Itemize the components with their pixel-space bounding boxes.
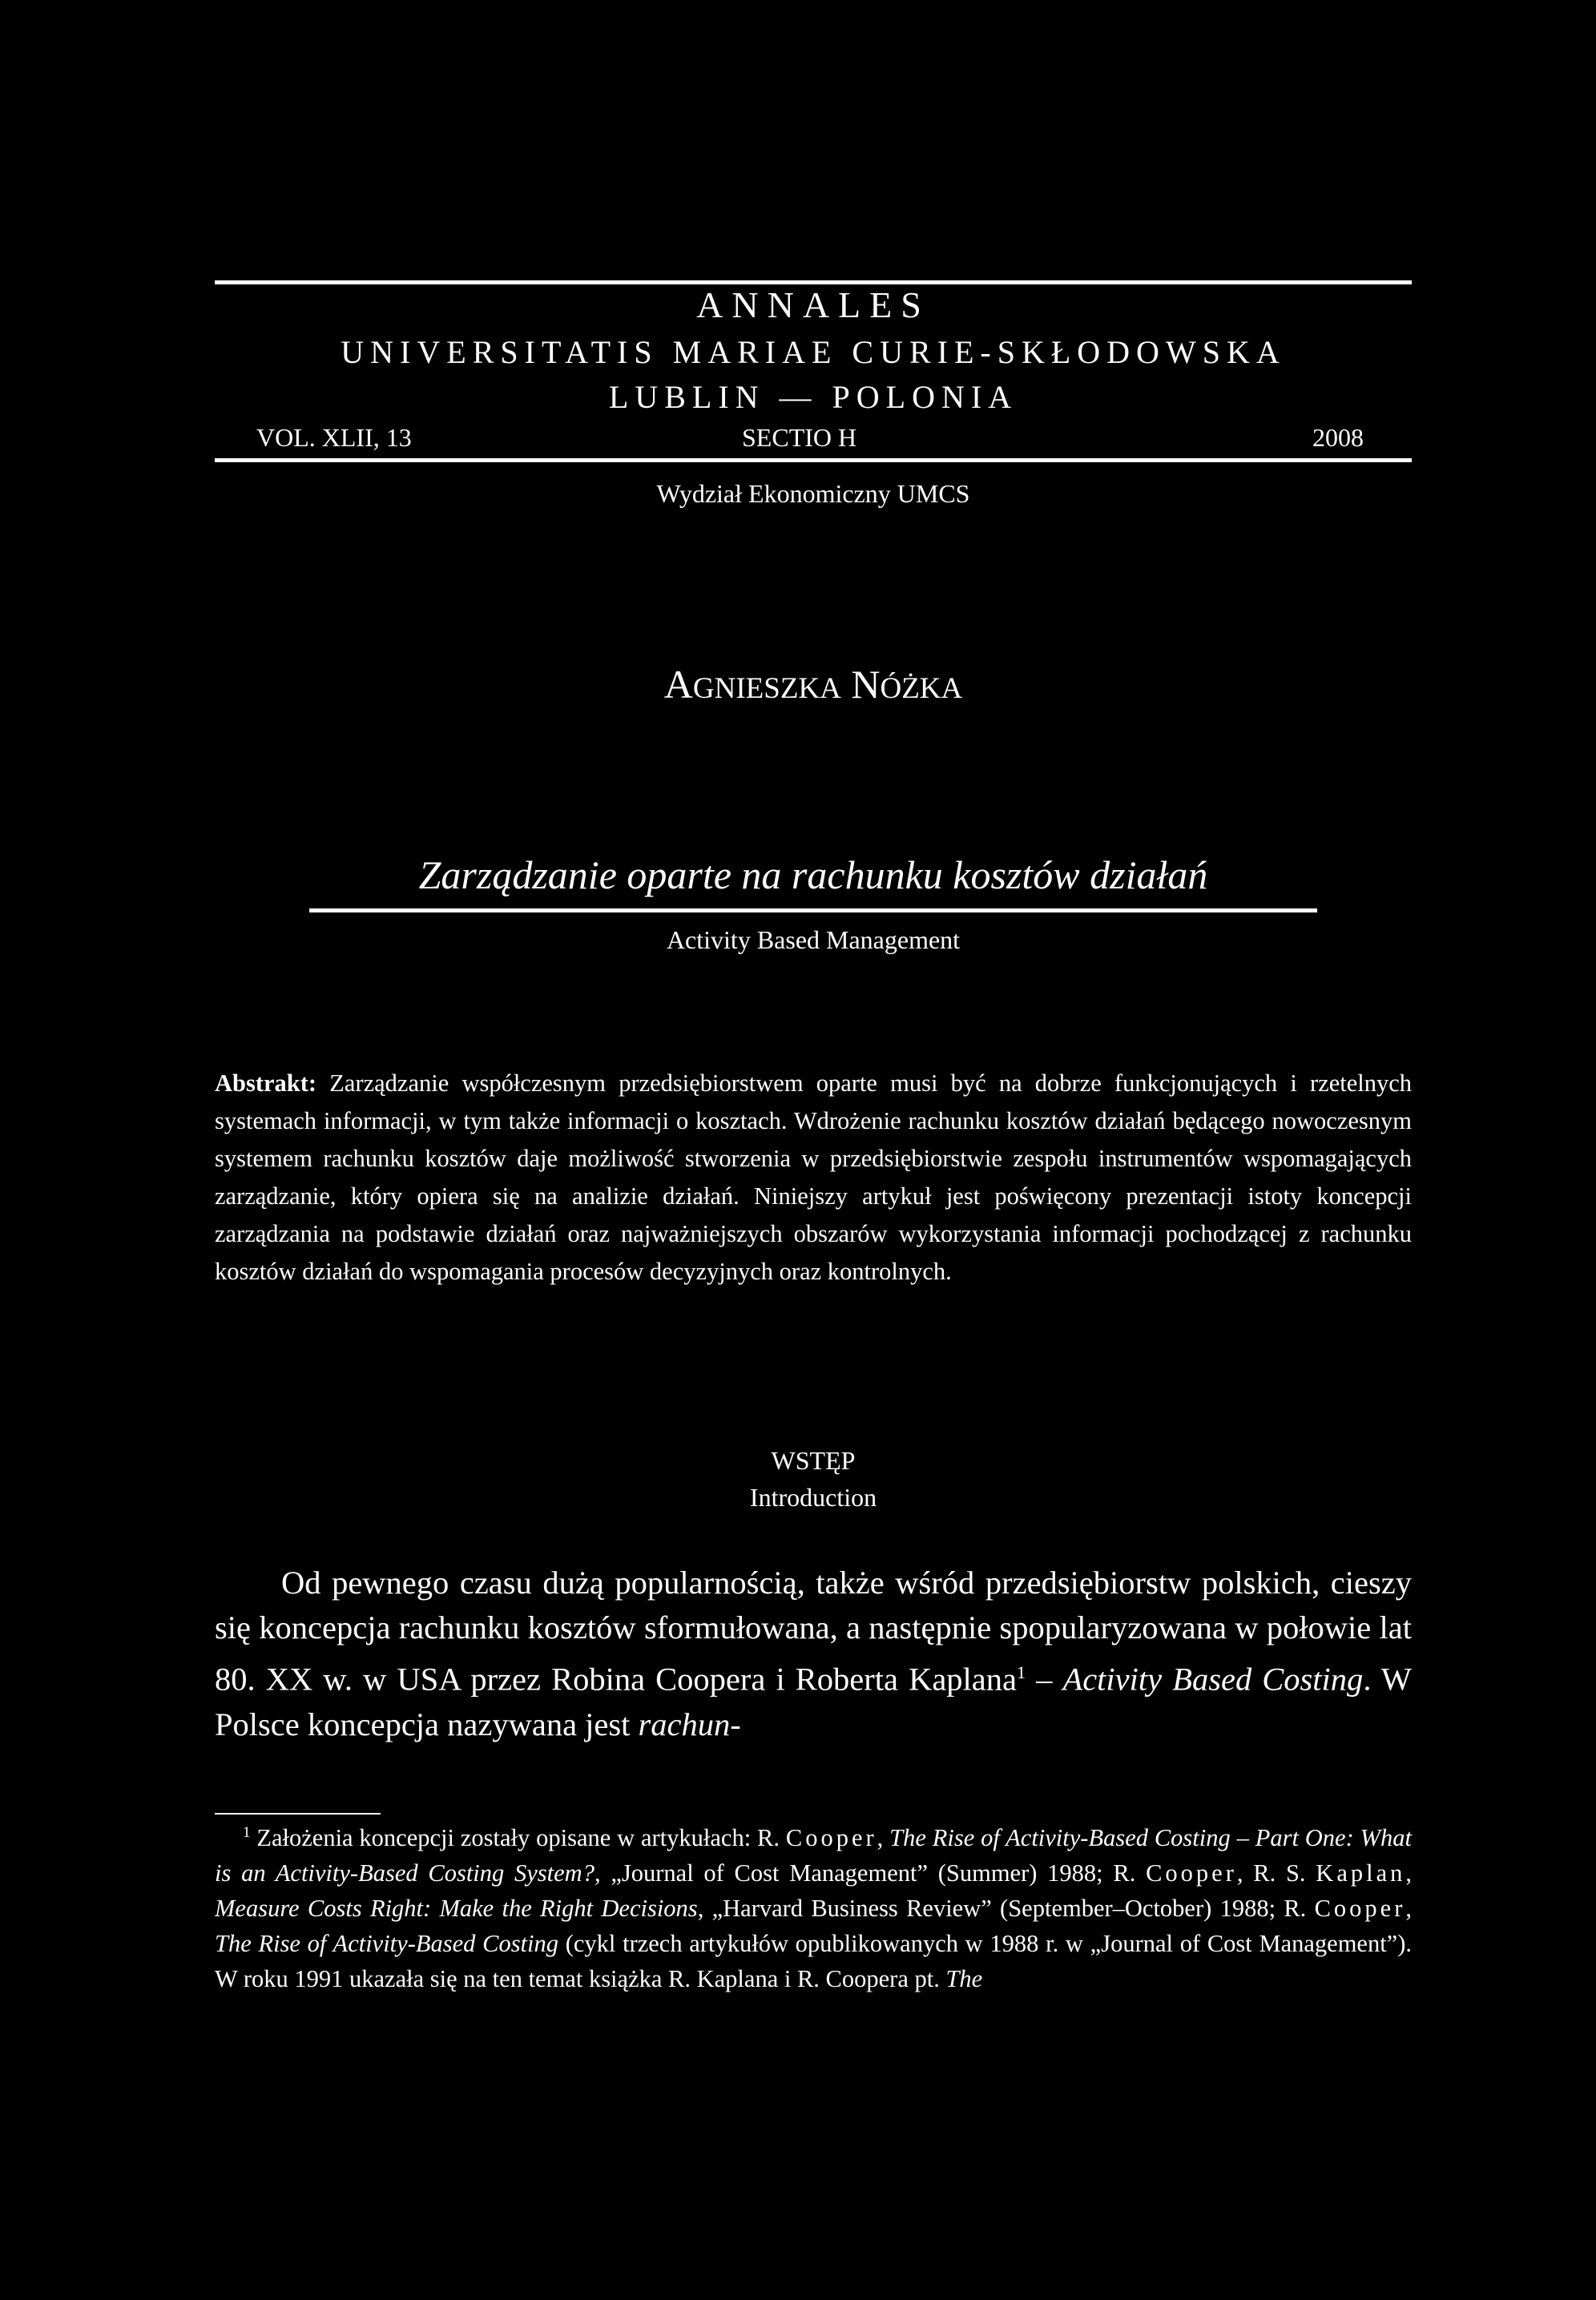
section-heading: WSTĘP (771, 1446, 856, 1475)
body-paragraph: Od pewnego czasu dużą popularnością, także wśród przedsiębiorstw polskich, cieszy się koncepcja rachunku kosztów sformułowana, a następnie spopularyzowana w połowie lat 80. XX w. w USA przez Robina Coopera i Roberta Kaplana$^1$ – Activity Based Costing. W Polsce koncepcja nazywana jest rachun- (215, 1565, 1413, 1742)
volume-label: VOL. XLII, 13 (256, 423, 412, 452)
section-label: SECTIO H (742, 423, 857, 452)
journal-name: ANNALES (696, 284, 930, 325)
faculty-name: Wydział Ekonomiczny UMCS (656, 479, 970, 508)
section-subheading: Introduction (749, 1483, 877, 1512)
abstract-text: Zarządzanie współczesnym przedsiębiorstwem oparte musi być na dobrze funkcjonujących i rzetelnych systemach informacji, w tym także informacji o kosztach. Wdrożenie rachunku kosztów działań będącego nowoczesnym systemem rachunku kosztów daje możliwość stworzenia w przedsiębiorstwie zespołu instrumentów wspomagających zarządzanie, który opiera się na analizie działań. Niniejszy artykuł jest poświęcony prezentacji istoty koncepcji zarządzania na podstawie działań oraz najważniejszych obszarów wykorzystania informacji pochodzącej z rachunku kosztów działań do wspomagania procesów decyzyjnych oraz kontrolnych. (215, 1069, 1413, 1285)
footnote-ref: 1 (1017, 1662, 1026, 1682)
article-subtitle: Activity Based Management (666, 925, 961, 954)
footnote: $^1$ Założenia koncepcji zostały opisane w artykułach: R. Cooper, The Rise of Activity-Based Costing – Part One: What is an Activity-Based Costing System?, „Journal of Cost Management” (Summer) 1988; R. Cooper, R. S. Kaplan, Measure Costs Right: Make the Right Decisions, „Harvard Business Review” (September–October) 1988; R. Cooper, The Rise of Activity-Based Costing (cykl trzech artykułów opublikowanych w 1988 r. w „Journal of Cost Management”). W roku 1991 ukazała się na ten temat książka R. Kaplana i R. Coopera pt. The (215, 1824, 1412, 1993)
title-rule (309, 908, 1317, 912)
abstract (215, 1065, 1412, 1291)
article-title: Zarządzanie oparte na rachunku kosztów działań (418, 852, 1208, 897)
page (215, 0, 1412, 2300)
university-name: UNIVERSITATIS MARIAE CURIE-SKŁODOWSKA (341, 334, 1286, 370)
header-bottom-rule (215, 458, 1412, 462)
year-label: 2008 (1312, 423, 1364, 452)
footnote-rule (215, 1813, 381, 1815)
author-name: AGNIESZKA NÓŻKA (663, 662, 963, 707)
location-line: LUBLIN — POLONIA (608, 379, 1018, 415)
abstract-label: Abstrakt: (215, 1069, 317, 1097)
